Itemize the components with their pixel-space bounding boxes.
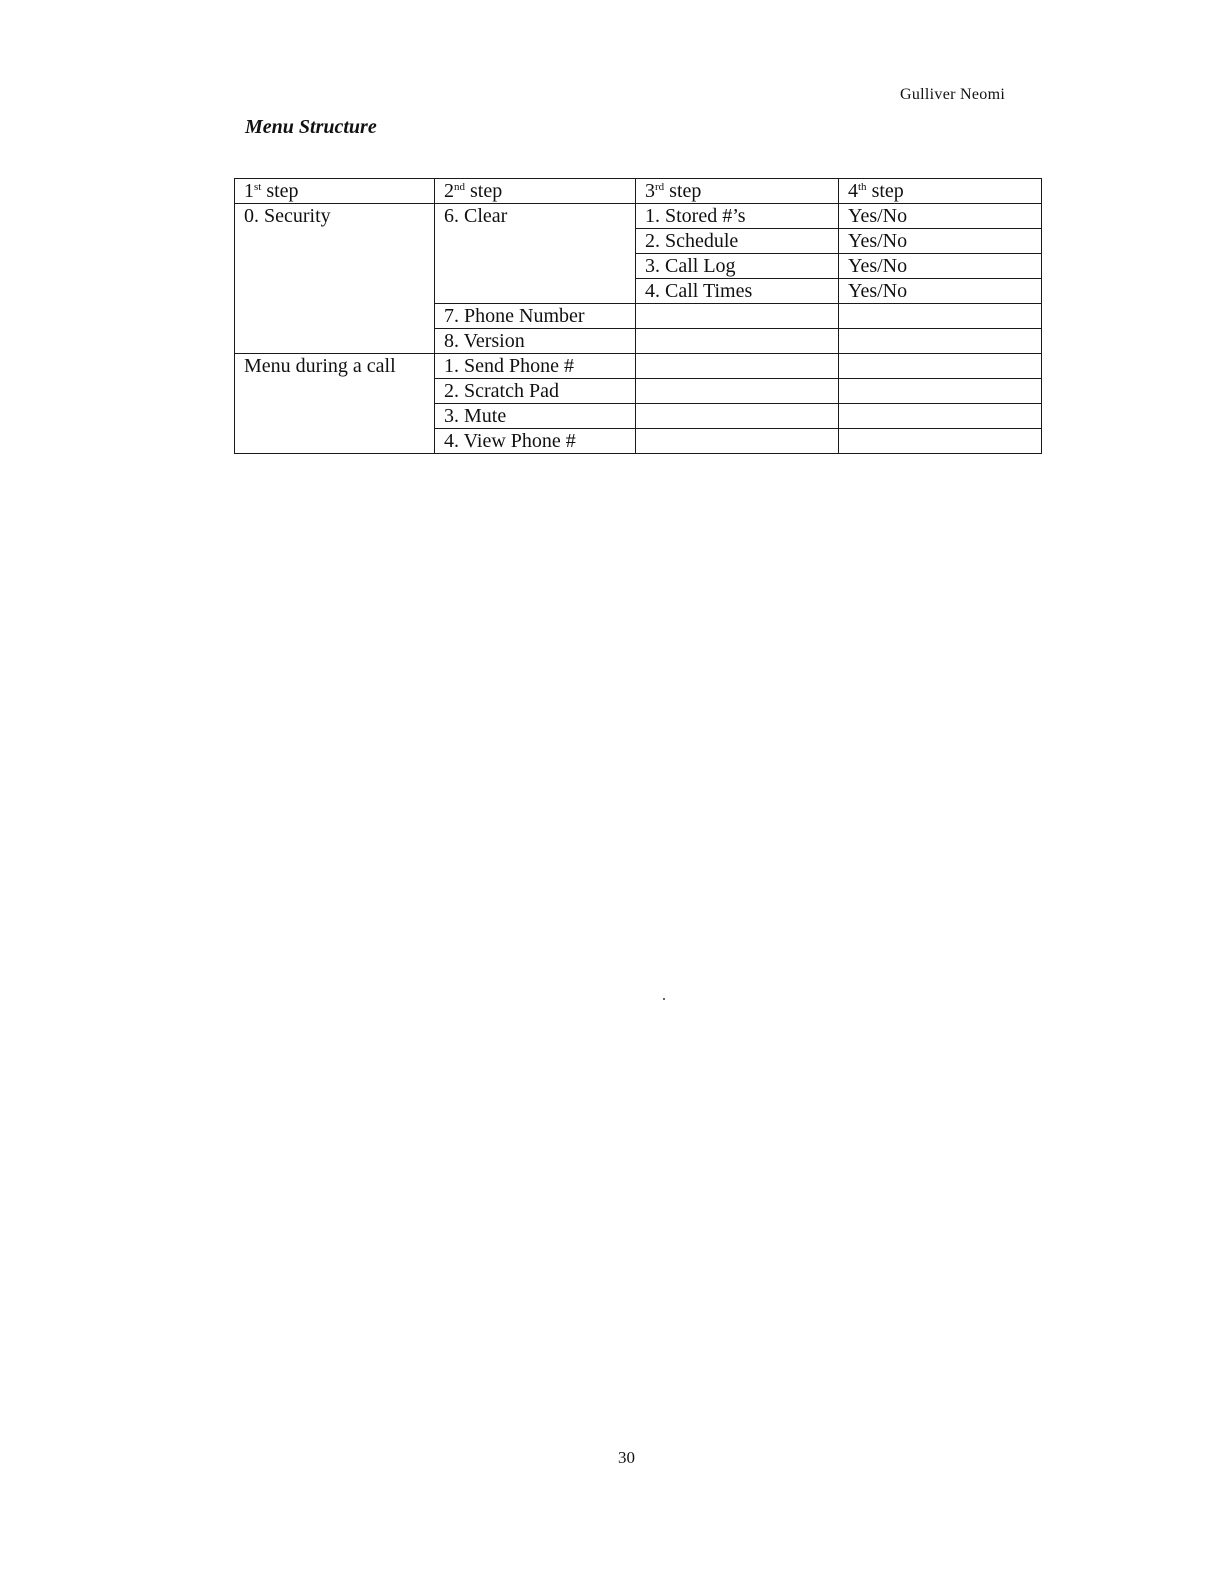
second-step-scratch-pad: 2. Scratch Pad: [435, 379, 636, 404]
header-cell-4: 4th step: [839, 179, 1042, 204]
third-step-cell: 4. Call Times: [636, 279, 839, 304]
empty-cell: [636, 379, 839, 404]
header-cell-3: 3rd step: [636, 179, 839, 204]
third-step-cell: 3. Call Log: [636, 254, 839, 279]
header-cell-1: 1st step: [235, 179, 435, 204]
empty-cell: [839, 354, 1042, 379]
fourth-step-cell: Yes/No: [839, 254, 1042, 279]
empty-cell: [636, 304, 839, 329]
second-step-send-phone: 1. Send Phone #: [435, 354, 636, 379]
empty-cell: [636, 429, 839, 454]
section-title: Menu Structure: [245, 116, 377, 138]
header-row: [235, 179, 1042, 204]
scan-speck: [663, 998, 665, 1000]
header-author: Gulliver Neomi: [900, 86, 1006, 103]
second-step-clear: 6. Clear: [435, 204, 636, 304]
empty-cell: [839, 429, 1042, 454]
empty-cell: [636, 329, 839, 354]
empty-cell: [839, 304, 1042, 329]
group-cell-security: 0. Security: [235, 204, 435, 354]
fourth-step-cell: Yes/No: [839, 229, 1042, 254]
empty-cell: [839, 404, 1042, 429]
menu-structure-table: [234, 178, 1042, 454]
empty-cell: [636, 404, 839, 429]
empty-cell: [636, 354, 839, 379]
table-row: [235, 354, 1042, 379]
second-step-mute: 3. Mute: [435, 404, 636, 429]
page-number: 30: [618, 1448, 635, 1467]
group-cell-during-call: Menu during a call: [235, 354, 435, 454]
header-cell-2: 2nd step: [435, 179, 636, 204]
fourth-step-cell: Yes/No: [839, 279, 1042, 304]
empty-cell: [839, 379, 1042, 404]
second-step-version: 8. Version: [435, 329, 636, 354]
third-step-cell: 2. Schedule: [636, 229, 839, 254]
third-step-cell: 1. Stored #’s: [636, 204, 839, 229]
table-row: [235, 204, 1042, 229]
second-step-view-phone: 4. View Phone #: [435, 429, 636, 454]
fourth-step-cell: Yes/No: [839, 204, 1042, 229]
second-step-phone-number: 7. Phone Number: [435, 304, 636, 329]
empty-cell: [839, 329, 1042, 354]
